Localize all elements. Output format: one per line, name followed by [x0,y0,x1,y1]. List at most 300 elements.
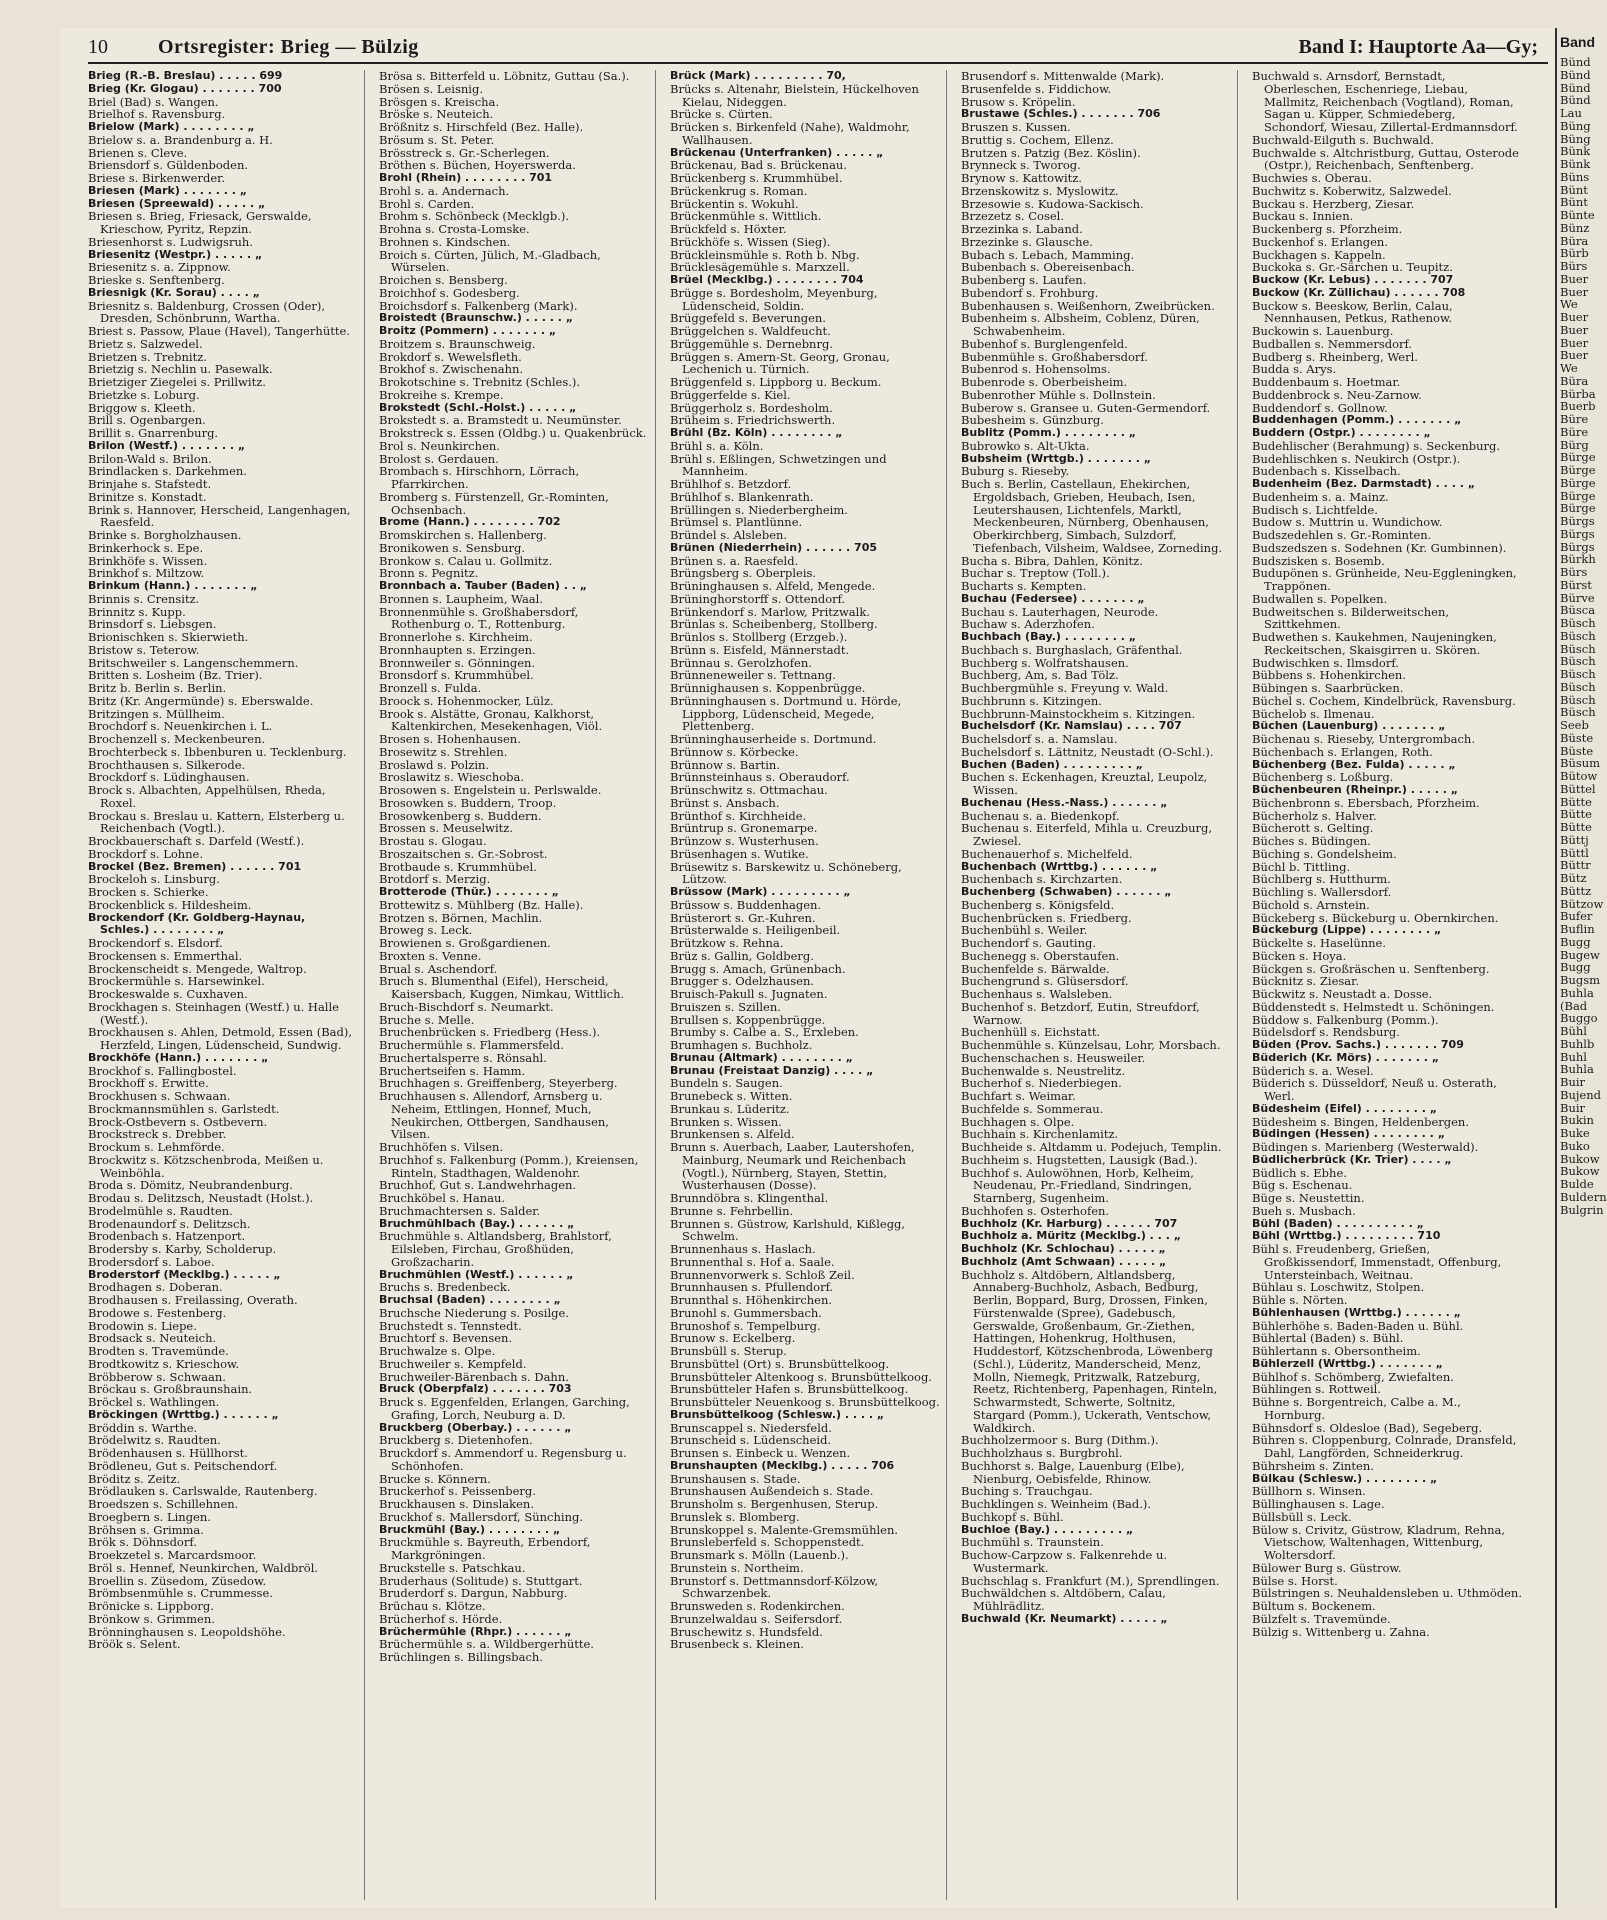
register-entry: Buberow s. Gransee u. Guten-Germendorf. [961,400,1211,415]
edge-line: Seeb [1560,718,1589,732]
register-entry: Buchhofen s. Osterhofen. [961,1203,1110,1218]
register-entry: Brockhof s. Fallingbostel. [88,1063,237,1078]
page-number: 10 [88,36,108,58]
register-entry: Bruchweiler-Bärenbach s. Dahn. [379,1369,569,1384]
register-entry: Brieske s. Senftenberg. [88,273,225,287]
register-entry: Budszisken s. Bosemb. [1252,553,1385,568]
register-entry: Bubenhof s. Burglengenfeld. [961,336,1128,351]
register-entry: Briggow s. Kleeth. [88,400,196,415]
register-entry: Brödenhausen s. Hüllhorst. [88,1446,248,1460]
register-entry: Bueh s. Musbach. [1252,1203,1356,1218]
column-4 [961,70,1238,1900]
register-entry: Brindlacken s. Darkehmen. [88,464,247,479]
edge-line: Buer [1560,348,1589,363]
register-entry: Budszedehlen s. Gr.-Rominten. [1252,528,1432,542]
edge-line: Lau [1560,106,1582,120]
edge-line: Bulde [1560,1177,1594,1191]
edge-line: Büns [1560,169,1590,184]
register-entry: Brunkau s. Lüderitz. [670,1101,790,1116]
register-entry: Büdlich s. Ebhe. [1252,1165,1347,1180]
register-entry: Bruchsche Niederung s. Posilge. [379,1305,569,1320]
register-entry: Brunstorf s. Dettmannsdorf-Kölzow, Schwarzenbek. [670,1573,879,1601]
register-entry: Bühne s. Borgentreich, Calbe a. M., Hornburg. [1252,1395,1461,1422]
register-entry: Bronnenmühle s. Großhabersdorf, Rothenburg o. T., Rottenburg. [379,604,579,632]
register-entry: Brochterbeck s. Ibbenburen u. Tecklenburg. [88,744,347,759]
register-entry: Brüssow s. Buddenhagen. [670,897,822,912]
edge-line: Buhl [1560,1049,1587,1064]
register-entry: Bückgen s. Großräschen u. Senftenberg. [1252,961,1490,976]
register-entry: Brunsbütteler Neuenkoog s. Brunsbüttelkoog. [670,1395,940,1409]
register-entry: Brockau s. Breslau u. Kattern, Elsterberg u. Reichenbach (Vogtl.). [88,808,345,836]
register-entry: Bröhsen s. Grimma. [88,1522,204,1537]
register-entry: Brömbsenmühle s. Crummesse. [88,1586,273,1601]
register-entry: Buckowin s. Lauenburg. [1252,324,1394,338]
register-entry: Brunstein s. Northeim. [670,1560,804,1575]
register-entry: Buchbrunn s. Kitzingen. [961,693,1102,708]
edge-line: Büttr [1560,858,1591,873]
register-entry: Brusenfelde s. Fiddichow. [961,81,1112,96]
register-entry: Brotzen s. Börnen, Machlin. [379,910,543,925]
register-entry: Buching s. Trauchgau. [961,1484,1093,1499]
place-heading: Buckow (Kr. Züllichau) . . . . . . 708 [1252,285,1466,299]
place-heading: Büdesheim (Eifel) . . . . . . . . „ [1252,1101,1437,1115]
register-entry: Bröbberow s. Schwaan. [88,1369,226,1384]
register-entry: Brodowin s. Liepe. [88,1318,197,1333]
register-entry: Brilon-Wald s. Brilon. [88,451,212,466]
edge-line: Bürge [1560,488,1596,503]
register-entry: Brochthausen s. Silkerode. [88,757,246,772]
register-entry: Brühlhof s. Blankenrath. [670,489,814,504]
edge-line: Bünd [1560,93,1591,108]
register-entry: Buchen s. Eckenhagen, Kreuztal, Leupolz, Wissen. [961,770,1208,797]
edge-line: Bujend [1560,1087,1601,1102]
register-entry: Brünzow s. Wusterhusen. [670,834,819,848]
register-entry: Brünkendorf s. Marlow, Pritzwalk. [670,604,870,619]
next-page-header: Band [1560,34,1595,50]
edge-line: Büra [1560,233,1589,248]
register-entry: Brockdorf s. Lüdinghausen. [88,770,250,785]
register-entry: Büches s. Büdingen. [1252,834,1371,848]
register-entry: Bröditz s. Zeitz. [88,1471,181,1486]
register-entry: Bruchs s. Bredenbeck. [379,1280,511,1295]
place-heading: Buchholz a. Müritz (Mecklbg.) . . . „ [961,1229,1181,1243]
place-heading: Bruckmühl (Bay.) . . . . . . . . „ [379,1522,561,1536]
register-entry: Brokdorf s. Wewelsfleth. [379,349,522,364]
register-entry: Bühren s. Cloppenburg, Colnrade, Dransfeld, Dahl, Langförden, Schneiderkrug. [1252,1433,1517,1460]
edge-line: Bürba [1560,386,1596,401]
register-entry: Buddendorf s. Gollnow. [1252,400,1388,415]
register-entry: Brückfeld s. Höxter. [670,222,787,236]
register-entry: Brodau s. Delitzsch, Neustadt (Holst.). [88,1191,314,1205]
place-heading: Briesnigk (Kr. Sorau) . . . . „ [88,285,260,299]
edge-line: Bürge [1560,475,1596,490]
register-entry: Bülstringen s. Neuhaldensleben u. Uthmöden. [1252,1586,1522,1601]
register-entry: Budow s. Muttrin u. Wundichow. [1252,515,1443,530]
register-entry: Brockermühle s. Harsewinkel. [88,974,265,989]
register-entry: Buchkopf s. Bühl. [961,1509,1064,1524]
register-entry: Brumhagen s. Buchholz. [670,1038,813,1052]
register-entry: Bristow s. Teterow. [88,642,200,657]
register-entry: Brunohl s. Gummersbach. [670,1305,822,1320]
register-entry: Brösgen s. Kreischa. [379,94,500,109]
register-entry: Browienen s. Großgardienen. [379,936,551,950]
place-heading: Broderstorf (Mecklbg.) . . . . . „ [88,1267,281,1281]
register-entry: Bücknitz s. Ziesar. [1252,974,1360,989]
edge-line: Büng [1560,118,1591,133]
register-entry: Buckenhof s. Erlangen. [1252,234,1388,249]
register-entry: Büchenau s. Rieseby, Untergrombach. [1252,732,1475,746]
place-heading: Brieg (R.-B. Breslau) . . . . . 699 [88,69,283,82]
register-entry: Brodhausen s. Freilassing, Overath. [88,1293,298,1307]
register-entry: Bücherott s. Gelting. [1252,821,1374,836]
register-entry: Brynneck s. Tworog. [961,158,1081,173]
register-entry: Brodersdorf s. Laboe. [88,1254,215,1269]
edge-line: Bütz [1560,871,1587,885]
place-heading: Büchen (Lauenburg) . . . . . . . „ [1252,719,1446,733]
register-entry: Brink s. Hannover, Herscheid, Langenhagen, Raesfeld. [88,502,351,530]
register-entry: Brunzelwaldau s. Seifersdorf. [670,1611,843,1626]
register-entry: Brockbauerschaft s. Darfeld (Westf.). [88,834,305,848]
edge-line: Buhla [1560,1062,1594,1077]
edge-line: Bürs [1560,259,1588,273]
place-heading: Buchholz (Amt Schwaan) . . . . . „ [961,1254,1167,1268]
register-entry: Buchenau s. a. Biedenkopf. [961,808,1120,823]
register-entry: Buchbrunn-Mainstockheim s. Kitzingen. [961,706,1196,721]
band-title: Band I: Hauptorte Aa—Gy; [1298,36,1538,58]
place-heading: Brilon (Westf.) . . . . . . . „ [88,438,246,452]
register-entry: Bröl s. Hennef, Neunkirchen, Waldbröl. [88,1560,319,1575]
edge-line: Bürb [1560,246,1589,261]
register-entry: Brüsewitz s. Barskewitz u. Schöneberg, Lützow. [670,859,902,887]
register-entry: Brombach s. Hirschhorn, Lörrach, Pfarrkirchen. [379,464,580,491]
edge-line: Büttz [1560,883,1592,898]
register-entry: Brühlhof s. Betzdorf. [670,477,792,491]
register-entry: Buchenwalde s. Neustrelitz. [961,1063,1126,1078]
edge-line: Buflin [1560,922,1595,936]
register-entry: Brunebeck s. Witten. [670,1089,793,1103]
register-entry: Büdingen s. Marienberg (Westerwald). [1252,1140,1479,1154]
register-entry: Brugg s. Amach, Grünenbach. [670,961,846,976]
place-heading: Buchenberg (Schwaben) . . . . . . „ [961,885,1172,898]
edge-line: Buerb [1560,399,1596,414]
edge-line: Bünt [1560,195,1588,210]
register-entry: Buchhain s. Kirchenlamitz. [961,1127,1119,1142]
register-entry: Britz b. Berlin s. Berlin. [88,681,227,695]
register-entry: Buchberg s. Wolfratshausen. [961,655,1129,670]
register-entry: Buchholzhaus s. Burgbrohl. [961,1446,1123,1460]
register-entry: Brockendorf s. Elsdorf. [88,936,223,950]
register-entry: Broellin s. Züsedom, Züsedow. [88,1573,267,1588]
register-entry: Bruchweiler s. Kempfeld. [379,1356,527,1371]
register-entry: Briesnitz s. Baldenburg, Crossen (Oder), Dresden, Schönbrunn, Wartha. [88,298,326,326]
register-entry: Buckhagen s. Kappeln. [1252,247,1386,262]
edge-line: Buggo [1560,1011,1598,1026]
register-entry: Bückwitz s. Neustadt a. Dosse. [1252,987,1433,1001]
register-entry: Bülse s. Horst. [1252,1573,1338,1588]
register-entry: Bundeln s. Saugen. [670,1076,783,1091]
register-entry: Brutzen s. Patzig (Bez. Köslin). [961,145,1141,160]
register-entry: Bühlertal (Baden) s. Bühl. [1252,1331,1404,1346]
place-heading: Bruck (Oberpfalz) . . . . . . . 703 [379,1382,572,1396]
register-entry: Brüchau s. Klötze. [379,1599,486,1613]
register-entry: Brunow s. Eckelberg. [670,1331,796,1346]
register-entry: Büchel s. Cochem, Kindelbrück, Ravensburg. [1252,693,1516,708]
register-entry: Buchheide s. Altdamm u. Podejuch, Templin. [961,1140,1222,1154]
register-entry: Bruckmühle s. Bayreuth, Erbendorf, Markgröningen. [379,1535,591,1562]
register-entry: Britten s. Losheim (Bz. Trier). [88,668,263,683]
register-entry: Brohnen s. Kindschen. [379,234,511,249]
edge-line: Büsch [1560,667,1596,681]
register-entry: Brunsholm s. Bergenhusen, Sterup. [670,1497,879,1511]
register-entry: Buchau s. Lauterhagen, Neurode. [961,604,1159,619]
register-entry: Brunndöbra s. Klingenthal. [670,1191,829,1205]
register-entry: Brüsterwalde s. Heiligenbeil. [670,923,841,938]
register-entry: Bubach s. Lebach, Mamming. [961,247,1135,262]
register-entry: Budisch s. Lichtfelde. [1252,502,1378,517]
register-entry: Buchwald-Eilguth s. Buchwald. [1252,132,1434,147]
register-entry: Briel (Bad) s. Wangen. [88,94,219,109]
register-entry: Budwethen s. Kaukehmen, Naujeningken, Reckeitschen, Skaisgirren u. Skören. [1252,630,1497,657]
register-entry: Brohm s. Schönbeck (Mecklgb.). [379,209,570,224]
edge-line: Büste [1560,730,1594,745]
register-entry: Brüggemühle s. Dernebnrg. [670,336,833,351]
register-entry: Brinkerhock s. Epe. [88,540,204,555]
register-entry: Bübingen s. Saarbrücken. [1252,681,1404,695]
edge-line: Bürst [1560,577,1592,592]
edge-line: Bünt [1560,182,1588,197]
edge-line: Buir [1560,1075,1586,1089]
register-entry: Buchenbühl s. Weiler. [961,923,1088,938]
register-entry: Brockhagen s. Steinhagen (Westf.) u. Halle (Westf.). [88,999,339,1027]
register-entry: Brunsbüll s. Sterup. [670,1344,787,1358]
register-entry: Brunsen s. Einbeck u. Wenzen. [670,1446,851,1460]
register-entry: Brottewitz s. Mühlberg (Bz. Halle). [379,897,584,912]
register-entry: Brual s. Aschendorf. [379,961,498,976]
register-entry: Bruckberg s. Dietenhofen. [379,1433,533,1448]
edge-line: Bünd [1560,55,1591,69]
edge-line: Büsch [1560,628,1596,643]
place-heading: Brunshaupten (Mecklbg.) . . . . . 706 [670,1458,895,1472]
register-entry: Brockhausen s. Ahlen, Detmold, Essen (Bad), Herzfeld, Lingen, Lüdenscheid, Sundwig. [88,1025,353,1052]
register-entry: Bülzig s. Wittenberg u. Zahna. [1252,1624,1430,1639]
register-entry: Brunn s. Auerbach, Laaber, Lautershofen, Mainburg, Neumark und Reichenbach (Vogtl.), Nürnberg, Stayen, Stettin, Wusterhausen (Dosse). [670,1140,915,1193]
edge-line: Bukow [1560,1164,1600,1179]
register-entry: Brohl s. Carden. [379,196,475,211]
register-entry: Brinjahe s. Stafstedt. [88,477,212,491]
register-entry: Brienen s. Cleve. [88,145,188,160]
column-2 [379,70,656,1900]
register-entry: Buckau s. Innien. [1252,209,1354,224]
register-entry: Broichhof s. Godesberg. [379,285,520,300]
register-entry: Brockmannsmühlen s. Garlstedt. [88,1101,280,1116]
place-heading: Bückeburg (Lippe) . . . . . . . . „ [1252,923,1442,937]
register-entry: Brünst s. Ansbach. [670,795,780,810]
register-entry: Bühlhof s. Schömberg, Zwiefalten. [1252,1369,1454,1384]
register-entry: Brünschwitz s. Ottmachau. [670,783,828,797]
register-entry: Bruchmühle s. Altlandsberg, Brahlstorf, Eilsleben, Firchau, Großhüden, Großzacharin. [379,1229,612,1269]
register-entry: Bubenberg s. Laufen. [961,273,1087,287]
register-entry: Budwischken s. Ilmsdorf. [1252,655,1399,670]
register-columns [88,70,1528,1900]
register-entry: Bruchermühle s. Flammersfeld. [379,1038,564,1052]
register-entry: Bühlertann s. Obersontheim. [1252,1344,1421,1358]
register-entry: Brinnis s. Crensitz. [88,591,200,606]
register-entry: Brockensen s. Emmerthal. [88,948,243,963]
register-entry: Broweg s. Leck. [379,923,473,938]
register-entry: Brückenkrug s. Roman. [670,183,808,198]
edge-line: Bürve [1560,590,1595,605]
register-entry: Brunscappel s. Niedersfeld. [670,1420,832,1435]
place-heading: Buchen (Baden) . . . . . . . . . „ [961,757,1143,771]
column-5 [1252,70,1528,1900]
register-entry: Briesenhorst s. Ludwigsruh. [88,234,253,249]
register-entry: Brinsdorf s. Liebsgen. [88,617,217,632]
register-entry: Brüchermühle s. a. Wildbergerhütte. [379,1637,594,1652]
register-entry: Brückentin s. Wokuhl. [670,196,799,211]
register-entry: Brodenaundorf s. Delitzsch. [88,1216,251,1231]
register-entry: Buchow-Carpzow s. Falkenrehde u. Wustermark. [961,1548,1168,1575]
register-entry: Buddenbaum s. Hoetmar. [1252,375,1401,389]
register-entry: Brünlos s. Stollberg (Erzgeb.). [670,630,848,644]
edge-line: Buhlb [1560,1036,1595,1051]
register-entry: Brödlauken s. Carlswalde, Rautenberg. [88,1484,318,1499]
place-heading: Büderich (Kr. Mörs) . . . . . . . „ [1252,1050,1439,1064]
register-entry: Brosen s. Hohenhausen. [379,732,521,746]
register-entry: Bruckhof s. Mallersdorf, Sünching. [379,1509,583,1524]
register-entry: Brödleneu, Gut s. Peitschendorf. [88,1458,278,1473]
place-heading: Broistedt (Braunschw.) . . . . . „ [379,311,573,325]
register-entry: Brohl s. a. Andernach. [379,183,510,198]
register-entry: Brietzke s. Loburg. [88,387,200,402]
register-entry: Buchwitz s. Koberwitz, Salzwedel. [1252,183,1452,198]
place-heading: Brieg (Kr. Glogau) . . . . . . . 700 [88,81,282,95]
register-entry: Brillit s. Gnarrenburg. [88,426,219,440]
register-entry: Bruckstelle s. Patschkau. [379,1560,526,1575]
edge-line: Bütte [1560,794,1592,809]
register-entry: Bruch-Bischdorf s. Neumarkt. [379,999,554,1014]
register-entry: Brücks s. Altenahr, Bielstein, Hückelhoven Kielau, Nideggen. [670,81,919,109]
register-entry: Buchelsdorf s. a. Namslau. [961,732,1118,746]
register-entry: Brüggenfeld s. Lippborg u. Beckum. [670,375,882,389]
register-entry: Brielhof s. Ravensburg. [88,107,226,122]
edge-line: Bürge [1560,501,1596,516]
register-entry: Buchenhof s. Betzdorf, Eutin, Streufdorf, Warnow. [961,999,1200,1027]
place-heading: Bülkau (Schlesw.) . . . . . . . . „ [1252,1471,1438,1485]
register-entry: Bründel s. Alsleben. [670,528,788,542]
register-entry: Budberg s. Rheinberg, Werl. [1252,349,1418,364]
register-entry: Brunsweden s. Rodenkirchen. [670,1599,845,1613]
edge-line: Bütow [1560,769,1598,783]
register-entry: Brodelmühle s. Raudten. [88,1203,233,1218]
register-entry: Bubenheim s. Albsheim, Coblenz, Düren, Schwabenheim. [961,311,1200,338]
register-entry: Briese s. Birkenwerder. [88,171,226,185]
place-heading: Bruckberg (Oberbay.) . . . . . . „ [379,1420,572,1434]
edge-line: Bünz [1560,220,1590,235]
register-entry: Büllhorn s. Winsen. [1252,1484,1366,1499]
register-entry: Buchfelde s. Sommerau. [961,1101,1104,1116]
register-entry: Buchenhaus s. Walsleben. [961,987,1113,1001]
register-entry: Buckow s. Beeskow, Berlin, Calau, Nennhausen, Petkus, Rathenow. [1252,298,1453,326]
register-entry: Büchenberg s. Loßburg. [1252,770,1394,785]
place-heading: Bronnbach a. Tauber (Baden) . . „ [379,579,587,592]
register-entry: Brodhagen s. Doberan. [88,1280,223,1295]
register-entry: Brückenberg s. Krummhübel. [670,171,843,185]
register-entry: Bruchhof, Gut s. Landwehrhagen. [379,1178,577,1193]
register-entry: Brodsack s. Neuteich. [88,1331,217,1346]
register-entry: Brunnenthal s. Hof a. Saale. [670,1254,835,1269]
register-entry: Brodersby s. Karby, Scholderup. [88,1242,277,1256]
register-entry: Brosowkenberg s. Buddern. [379,808,542,823]
register-entry: Brünnighausen s. Koppenbrügge. [670,681,866,695]
register-entry: Brokstedt s. a. Bramstedt u. Neumünster. [379,413,622,428]
next-page-edge [1555,28,1607,1908]
register-entry: Bübbens s. Hohenkirchen. [1252,668,1406,683]
register-entry: Buchschlag s. Frankfurt (M.), Sprendlingen. [961,1573,1220,1588]
place-heading: Brokstedt (Schl.-Holst.) . . . . . „ [379,400,577,414]
register-entry: Brünnsteinhaus s. Oberaudorf. [670,770,850,785]
register-entry: Budda s. Arys. [1252,362,1337,377]
register-entry: Broda s. Dömitz, Neubrandenburg. [88,1178,293,1193]
register-entry: Bruckerhof s. Peissenberg. [379,1484,536,1499]
header-rule [88,62,1548,64]
place-heading: Buchloe (Bay.) . . . . . . . . . „ [961,1522,1134,1536]
register-entry: Brünlas s. Scheibenberg, Stollberg. [670,617,878,632]
register-entry: Buchenbach s. Kirchzarten. [961,872,1123,887]
register-entry: Bruiszen s. Szillen. [670,999,781,1014]
edge-line: Bürgs [1560,539,1595,554]
register-entry: Brünninghauserheide s. Dortmund. [670,732,877,746]
edge-line: Büra [1560,373,1589,388]
register-entry: Brolost s. Gerdauen. [379,451,499,466]
register-entry: Buchenau s. Eiterfeld, Mihla u. Creuzburg, Zwiesel. [961,821,1213,848]
register-entry: Bruchmachtersen s. Salder. [379,1203,541,1218]
edge-line: (Bad [1560,998,1588,1013]
register-entry: Brock-Ostbevern s. Ostbevern. [88,1114,268,1129]
register-entry: Bruderhaus (Solitude) s. Stuttgart. [379,1573,583,1588]
place-heading: Bühl (Wrttbg.) . . . . . . . . . 710 [1252,1229,1441,1243]
register-entry: Bückeberg s. Bückeburg u. Obernkirchen. [1252,910,1499,925]
register-entry: Brunsbütteler Hafen s. Brunsbüttelkoog. [670,1382,909,1397]
place-heading: Brielow (Mark) . . . . . . . . „ [88,120,255,133]
register-entry: Brockhusen s. Schwaan. [88,1089,231,1103]
register-entry: Büge s. Neustettin. [1252,1191,1365,1205]
register-entry: Buchbergmühle s. Freyung v. Wald. [961,681,1169,695]
register-entry: Bröddin s. Warthe. [88,1420,198,1435]
register-entry: Brodten s. Travemünde. [88,1344,229,1358]
register-entry: Brionischken s. Skierwieth. [88,630,249,644]
edge-line: Büsch [1560,705,1596,720]
register-entry: Buchbach s. Burghaslach, Gräfenthal. [961,642,1183,657]
register-entry: Bromberg s. Fürstenzell, Gr.-Rominten, Ochsenbach. [379,489,609,517]
register-entry: Briensdorf s. Güldenboden. [88,158,249,173]
place-heading: Brunau (Freistaat Danzig) . . . . „ [670,1063,874,1077]
place-heading: Büdingen (Hessen) . . . . . . . . „ [1252,1127,1445,1141]
edge-line: Bugsm [1560,973,1601,987]
register-entry: Bühlingen s. Rottweil. [1252,1382,1381,1397]
register-entry: Buckau s. Herzberg, Ziesar. [1252,196,1415,211]
register-entry: Briesen s. Brieg, Friesack, Gerswalde, Krieschow, Pyritz, Repzin. [88,209,312,236]
register-entry: Brynow s. Kattowitz. [961,171,1082,185]
edge-line: Bulgrin [1560,1202,1604,1217]
register-entry: Buchfart s. Weimar. [961,1089,1076,1103]
register-entry: Brunslek s. Blomberg. [670,1509,800,1524]
register-entry: Brüggerholz s. Bordesholm. [670,400,833,415]
register-entry: Bühle s. Nörten. [1252,1293,1348,1307]
register-entry: Bruck s. Eggenfelden, Erlangen, Garching, Grafing, Lorch, Neuburg a. D. [379,1395,630,1422]
page-title: Ortsregister: Brieg — Bülzig [158,36,419,58]
register-entry: Broxten s. Venne. [379,948,482,963]
place-heading: Brunau (Altmark) . . . . . . . . „ [670,1050,853,1064]
